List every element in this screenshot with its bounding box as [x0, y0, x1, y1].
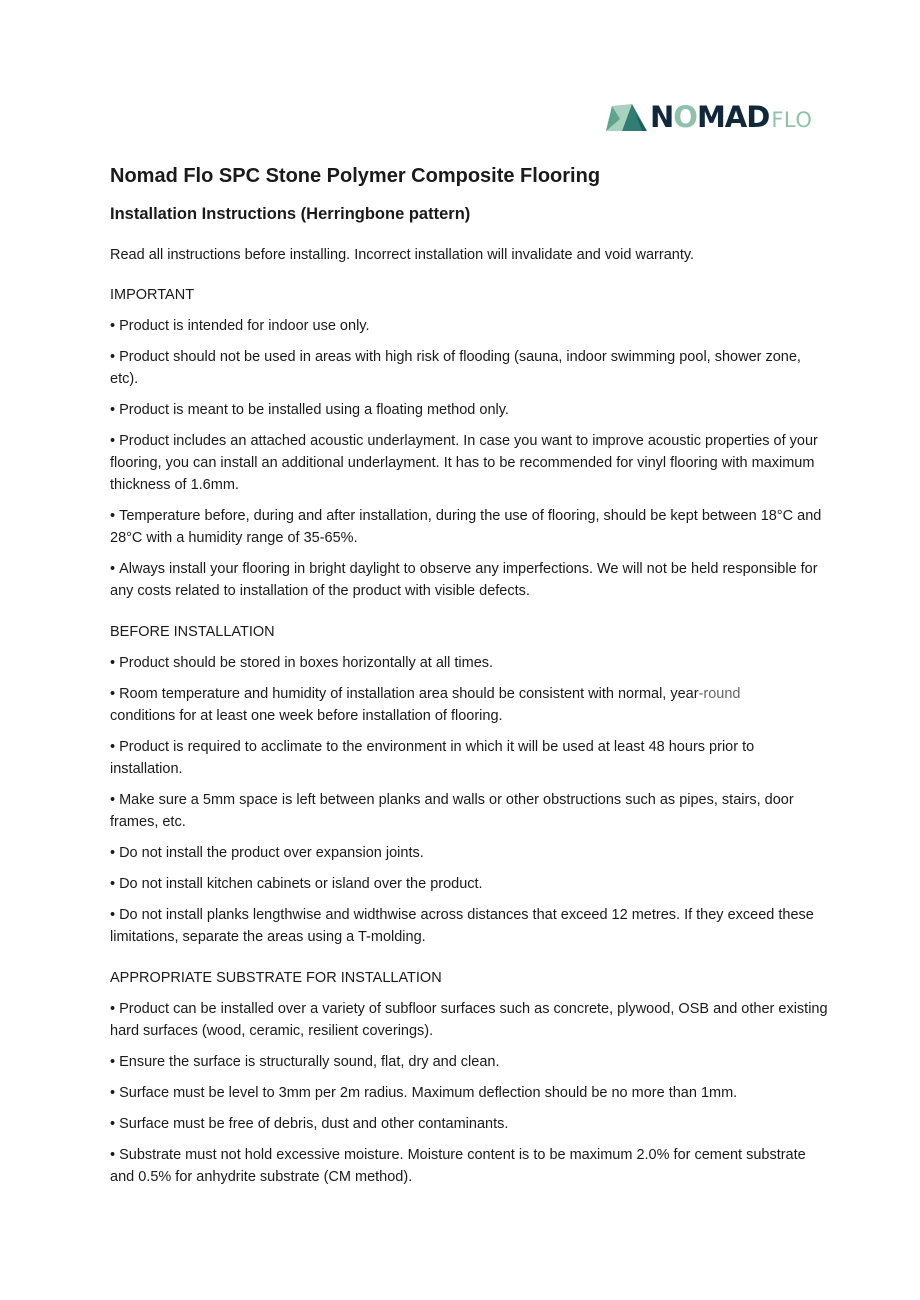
list-item: • Temperature before, during and after installation, during the use of flooring, should be kept between 18°C and 28°C with a humidity range of 35-65%. — [110, 508, 822, 546]
bullet-icon: • — [110, 739, 116, 755]
bullet-icon: • — [110, 1085, 116, 1101]
logo-word-flo: FLO — [771, 108, 813, 132]
list-item: • Room temperature and humidity of installation area should be consistent with normal, year-round conditions for at least one week before installation of flooring. — [110, 686, 741, 724]
list-item: • Surface must be free of debris, dust and other contaminants. — [110, 1116, 509, 1132]
bullet-icon: • — [110, 349, 116, 365]
section-heading-important: IMPORTANT — [110, 287, 195, 303]
logo-wordmark — [650, 97, 812, 143]
logo-word-no: N — [650, 100, 674, 134]
document-subtitle: Installation Instructions (Herringbone pattern) — [110, 205, 471, 223]
bullet-icon: • — [110, 1054, 116, 1070]
bullet-icon: • — [110, 1001, 116, 1017]
bullet-icon: • — [110, 561, 116, 577]
bullet-icon: • — [110, 1116, 116, 1132]
list-item: • Do not install planks lengthwise and widthwise across distances that exceed 12 metres. If they exceed these limitations, separate the areas using a T-molding. — [110, 907, 814, 945]
mountain-logo-icon — [606, 102, 648, 132]
bullet-icon: • — [110, 655, 116, 671]
section-heading-before-installation: BEFORE INSTALLATION — [110, 624, 275, 640]
list-item: • Always install your flooring in bright daylight to observe any imperfections. We will not be held responsible for any costs related to installation of the product with visible defects. — [110, 561, 818, 599]
logo-letter-o: O — [673, 100, 697, 134]
bullet-icon: • — [110, 845, 116, 861]
list-item: • Do not install the product over expansion joints. — [110, 845, 424, 861]
list-item: • Product can be installed over a variety of subfloor surfaces such as concrete, plywood, OSB and other existing hard surfaces (wood, ceramic, resilient coverings). — [110, 1001, 828, 1039]
bullet-icon: • — [110, 402, 116, 418]
bullet-icon: • — [110, 508, 116, 524]
list-item: • Product is intended for indoor use only. — [110, 318, 370, 334]
list-item: • Product should be stored in boxes horizontally at all times. — [110, 655, 494, 671]
bullet-icon: • — [110, 907, 116, 923]
list-item: • Ensure the surface is structurally sound, flat, dry and clean. — [110, 1054, 500, 1070]
intro-paragraph: Read all instructions before installing. Incorrect installation will invalidate and void warranty. — [110, 247, 695, 263]
section-heading-substrate: APPROPRIATE SUBSTRATE FOR INSTALLATION — [110, 970, 442, 986]
list-item: • Product is required to acclimate to the environment in which it will be used at least 48 hours prior to installation. — [110, 739, 755, 777]
bullet-icon: • — [110, 1147, 116, 1163]
bullet-icon: • — [110, 686, 116, 702]
list-item: • Surface must be level to 3mm per 2m radius. Maximum deflection should be no more than 1mm. — [110, 1085, 738, 1101]
bullet-icon: • — [110, 318, 116, 334]
bullet-icon: • — [110, 433, 116, 449]
bullet-icon: • — [110, 876, 116, 892]
bullet-icon: • — [110, 792, 116, 808]
list-item: • Product should not be used in areas with high risk of flooding (sauna, indoor swimming pool, shower zone, etc). — [110, 349, 801, 387]
list-item: • Do not install kitchen cabinets or island over the product. — [110, 876, 483, 892]
document-title: Nomad Flo SPC Stone Polymer Composite Flooring — [110, 165, 601, 187]
document-body — [110, 162, 830, 1197]
logo-word-mad: MAD — [696, 100, 770, 134]
list-item: • Product includes an attached acoustic underlayment. In case you want to improve acoustic properties of your flooring, you can install an additional underlayment. It has to be recommended for vinyl flooring with maximum thickness of 1.6mm. — [110, 433, 818, 493]
nomad-flo-logo — [606, 102, 828, 136]
list-item: • Product is meant to be installed using a floating method only. — [110, 402, 509, 418]
list-item: • Make sure a 5mm space is left between planks and walls or other obstructions such as pipes, stairs, door frames, etc. — [110, 792, 794, 830]
list-item: • Substrate must not hold excessive moisture. Moisture content is to be maximum 2.0% for cement substrate and 0.5% for anhydrite substrate (CM method). — [110, 1147, 806, 1185]
